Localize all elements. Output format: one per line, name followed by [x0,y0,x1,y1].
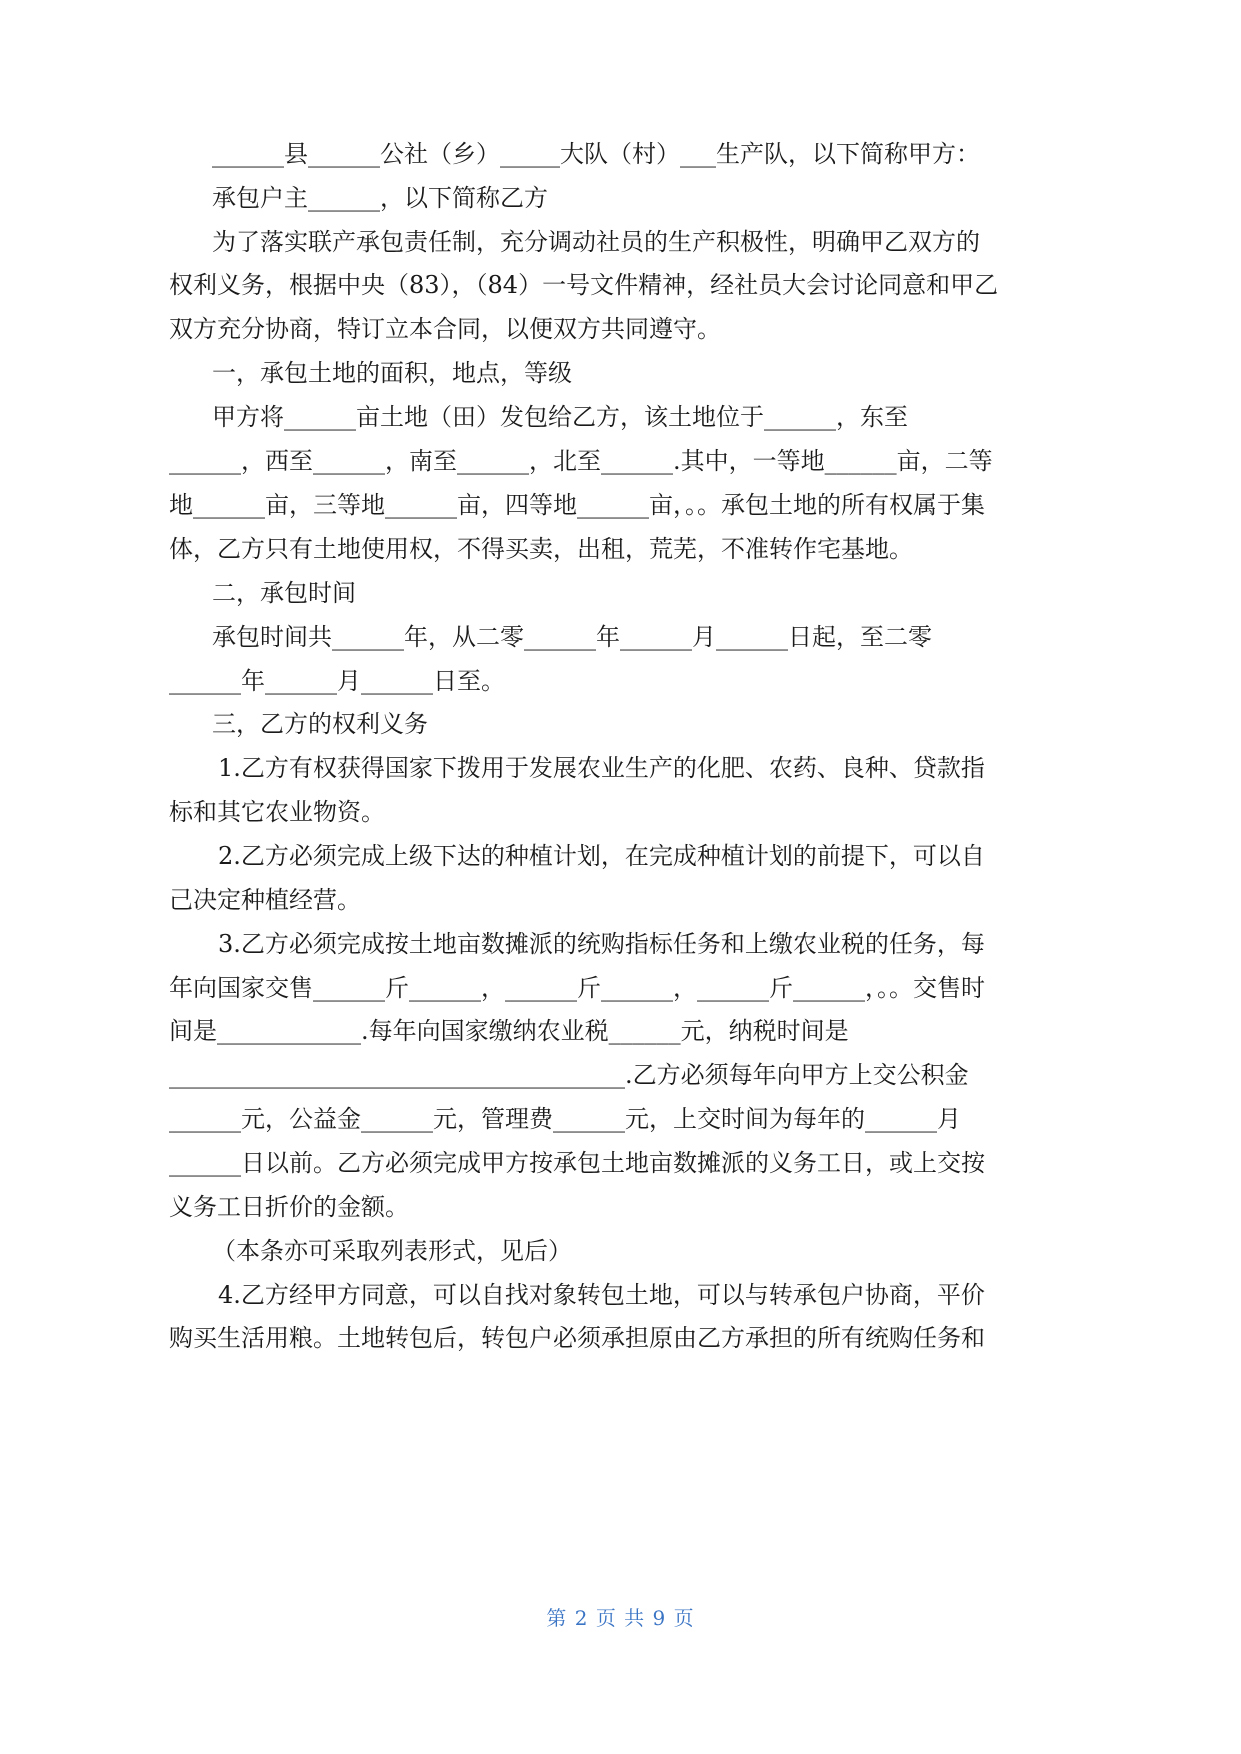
text-line: 甲方将______亩土地（田）发包给乙方，该土地位于______，东至 [212,403,908,431]
text-line: 年向国家交售______斤______，______斤______，______斤______，。。交售时 [169,974,985,1002]
text-line: ______日以前。乙方必须完成甲方按承包土地亩数摊派的义务工日，或上交按 [169,1149,985,1177]
text-line: 购买生活用粮。土地转包后，转包户必须承担原由乙方承担的所有统购任务和 [169,1324,985,1352]
text-line: 1.乙方有权获得国家下拨用于发展农业生产的化肥、农药、良种、贷款指 [218,754,985,782]
text-line: ______县______公社（乡）_____大队（村）___生产队，以下简称甲方： [212,140,980,168]
section-heading: 三，乙方的权利义务 [212,710,428,738]
text-line: 己决定种植经营。 [169,886,361,914]
text-line: 权利义务，根据中央（83），（84）一号文件精神，经社员大会讨论同意和甲乙 [169,271,999,299]
text-line: 承包户主______，以下简称乙方 [212,184,548,212]
text-line: （本条亦可采取列表形式，见后） [212,1237,572,1265]
text-line: ______，西至______，南至______，北至______.其中，一等地______亩，二等 [169,447,993,475]
text-line: ______________________________________.乙方必须每年向甲方上交公积金 [169,1061,969,1089]
section-heading: 一，承包土地的面积，地点，等级 [212,359,572,387]
text-line: 地______亩，三等地______亩，四等地______亩，。。承包土地的所有权属于集 [169,491,985,519]
section-heading: 二，承包时间 [212,579,356,607]
text-line: 3.乙方必须完成按土地亩数摊派的统购指标任务和上缴农业税的任务，每 [218,930,985,958]
text-line: 体，乙方只有土地使用权，不得买卖，出租，荒芜，不准转作宅基地。 [169,535,913,563]
text-line: 间是____________.每年向国家缴纳农业税______元，纳税时间是 [169,1017,849,1045]
text-line: ______元，公益金______元，管理费______元，上交时间为每年的______月 [169,1105,961,1133]
text-line: 2.乙方必须完成上级下达的种植计划，在完成种植计划的前提下，可以自 [218,842,985,870]
page-number-footer: 第 2 页 共 9 页 [546,1606,695,1630]
text-line: 承包时间共______年，从二零______年______月______日起，至二零 [212,623,932,651]
text-line: 双方充分协商，特订立本合同，以便双方共同遵守。 [169,315,721,343]
text-line: 4.乙方经甲方同意，可以自找对象转包土地，可以与转承包户协商，平价 [218,1281,985,1309]
text-line: 义务工日折价的金额。 [169,1193,409,1221]
text-line: 为了落实联产承包责任制，充分调动社员的生产积极性，明确甲乙双方的 [212,228,980,256]
text-line: 标和其它农业物资。 [169,798,385,826]
text-line: ______年______月______日至。 [169,667,505,695]
